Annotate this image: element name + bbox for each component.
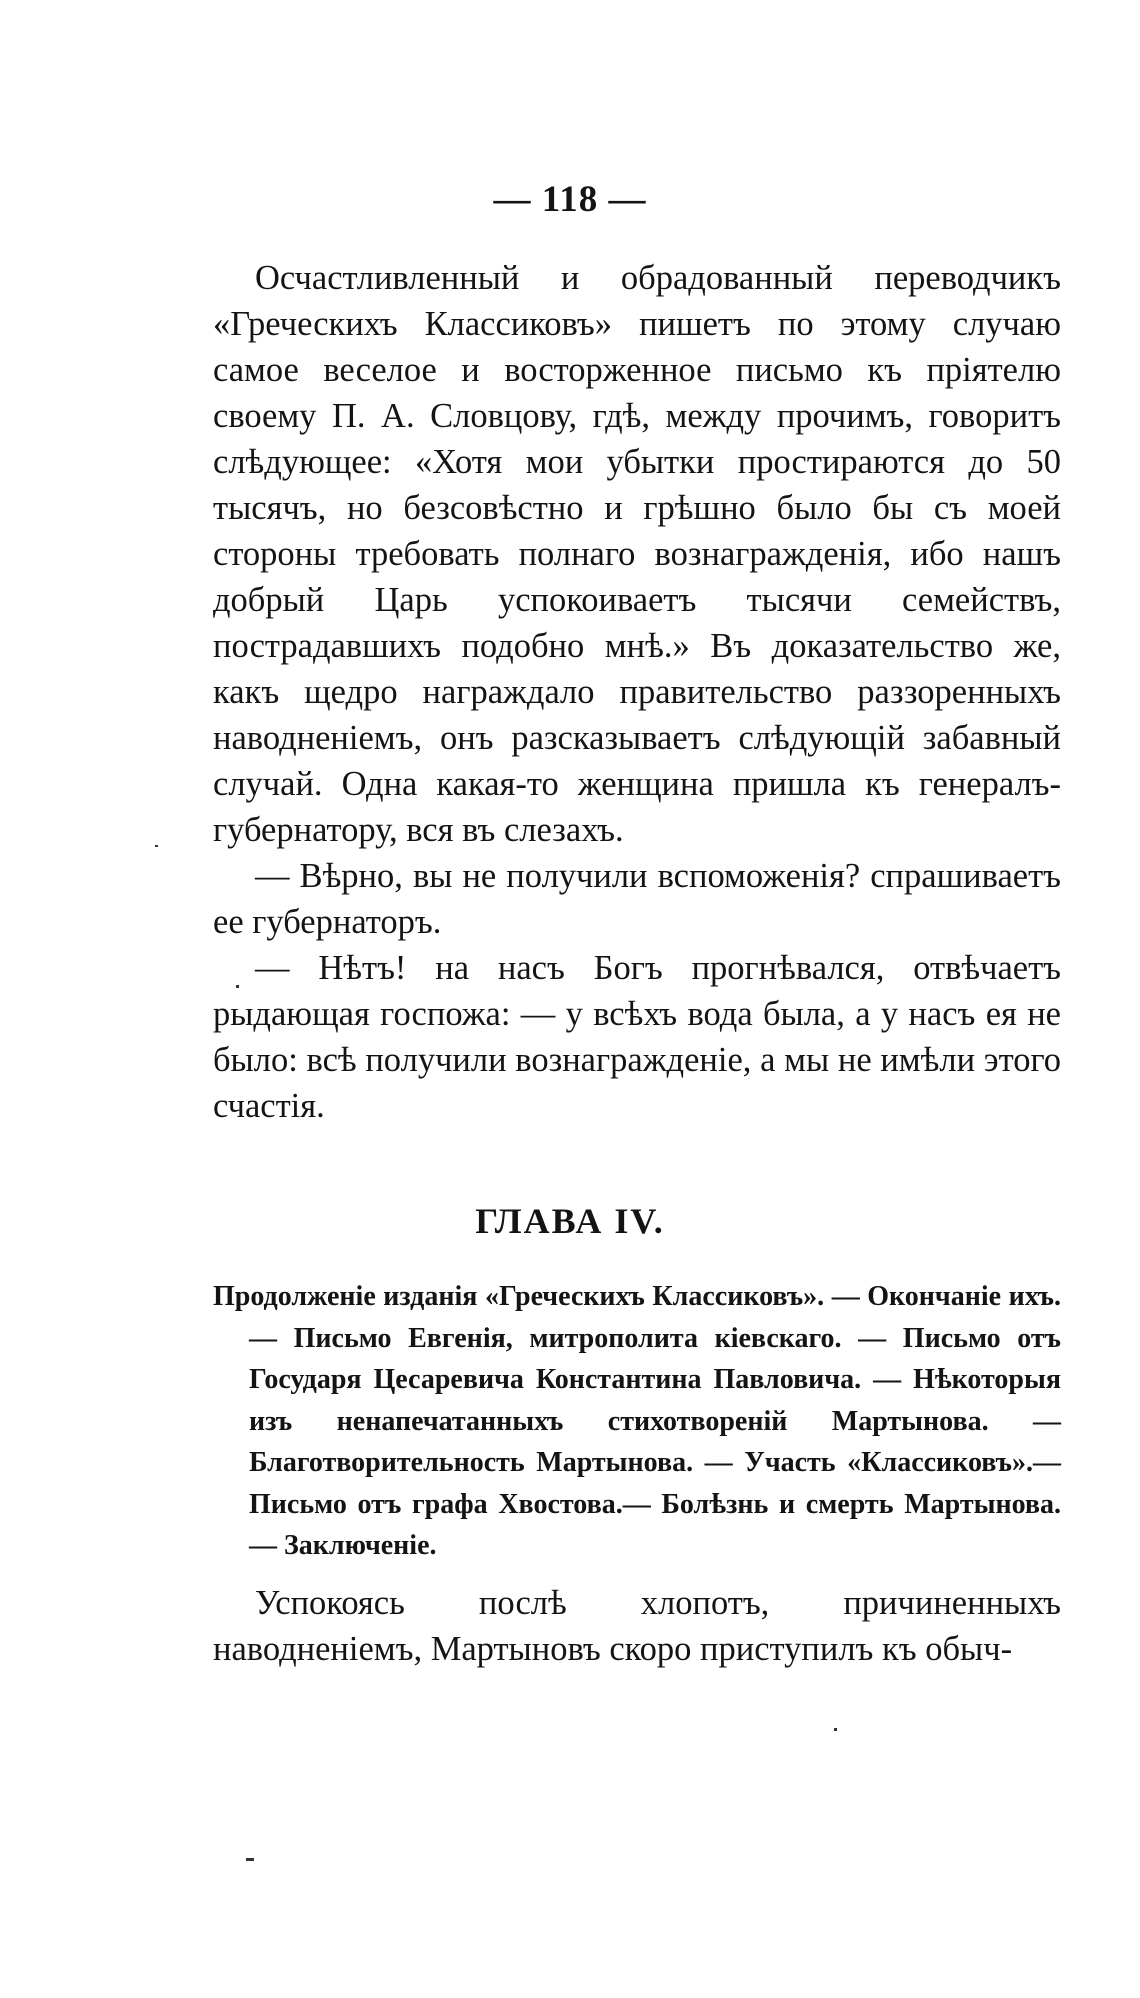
paragraph: — Нѣтъ! на насъ Богъ прогнѣвался, отвѣчаетъ рыдающая госпожа: — у всѣхъ вода была, а у насъ ея не было: всѣ получили вознагражденіе, а мы не имѣли этого счастія.: [213, 949, 1061, 1125]
paragraph: — Вѣрно, вы не получили вспоможенія? спрашиваетъ ее губернаторъ.: [213, 857, 1061, 941]
ink-speck: [834, 1728, 837, 1731]
ink-speck: [246, 1858, 254, 1861]
paragraph: Осчастливленный и обрадованный переводчикъ «Греческихъ Классиковъ» пишетъ по этому случаю самое веселое и восторженное письмо къ пріятелю своему П. А. Словцову, гдѣ, между прочимъ, говоритъ слѣдующее: «Хотя мои убытки простираются до 50 тысячъ, но безсовѣстно и грѣшно было бы съ моей стороны требовать полнаго вознагражденія, ибо нашъ добрый Царь успокоиваетъ тысячи семействъ, пострадавшихъ подобно мнѣ.» Въ доказательство же, какъ щедро награждало правительство раззоренныхъ наводненіемъ, онъ разсказываетъ слѣдующій забавный случай. Одна какая-то женщина пришла къ генералъ-губернатору, вся въ слезахъ.: [213, 259, 1061, 849]
closing-text-block: [213, 1580, 1061, 1672]
page-number: — 118 —: [493, 179, 647, 220]
chapter-title: ГЛАВА IV.: [475, 1201, 665, 1241]
ink-speck: [155, 845, 158, 847]
main-text-block: [213, 255, 1061, 1129]
ink-speck: [236, 985, 239, 988]
chapter-summary: Продолженіе изданія «Греческихъ Классиковъ». — Окончаніе ихъ. — Письмо Евгенія, митрополита кіевскаго. — Письмо отъ Государя Цесаревича Константина Павловича. — Нѣкоторыя изъ ненапечатанныхъ стихотвореній Мартынова. — Благотворительность Мартынова. — Участь «Классиковъ».— Письмо отъ графа Хвостова.— Болѣзнь и смерть Мартынова. — Заключеніе.: [213, 1281, 1061, 1561]
paragraph: Успокоясь послѣ хлопотъ, причиненныхъ наводненіемъ, Мартыновъ скоро приступилъ къ обыч-: [213, 1584, 1061, 1668]
